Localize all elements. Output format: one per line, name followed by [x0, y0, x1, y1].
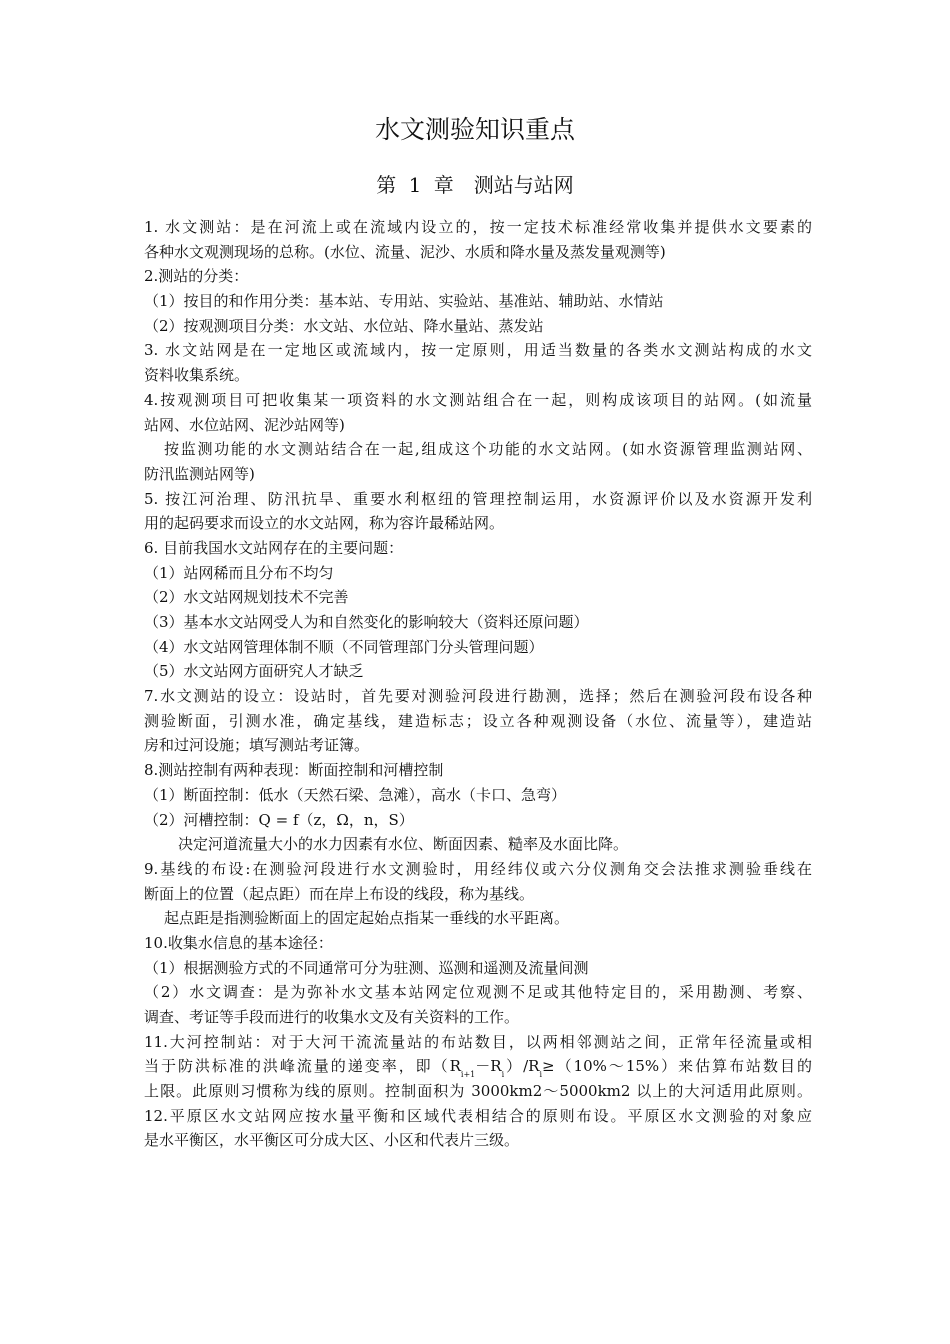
subscript: i	[501, 1070, 505, 1080]
subscript: i+1	[460, 1070, 476, 1080]
text-line: 8.测站控制有两种表现：断面控制和河槽控制	[144, 761, 444, 780]
text-line: 按监测功能的水文测站结合在一起,组成这个功能的水文站网。(如水资源管理监测站网、	[164, 440, 812, 459]
text-line: （5）水文站网方面研究人才缺乏	[144, 662, 364, 681]
formula-text: －R	[475, 1057, 502, 1076]
text-line: 决定河道流量大小的水力因素有水位、断面因素、糙率及水面比降。	[178, 835, 629, 854]
paragraph-block	[144, 215, 812, 1054]
text-line: （1）按目的和作用分类：基本站、专用站、实验站、基准站、辅助站、水情站	[144, 292, 664, 311]
text-line: 是水平衡区，水平衡区可分成大区、小区和代表片三级。	[144, 1131, 520, 1150]
text-line: 4.按观测项目可把收集某一项资料的水文测站组合在一起，则构成该项目的站网。(如流量	[144, 390, 812, 409]
text-line: （4）水文站网管理体制不顺（不同管理部门分头管理问题）	[144, 637, 544, 656]
chapter-title: 第 1 章 测站与站网	[376, 173, 574, 197]
text-line: 12.平原区水文站网应按水量平衡和区域代表相结合的原则布设。平原区水文测验的对象应	[144, 1106, 812, 1125]
text-line: （2）水文站网规划技术不完善	[144, 588, 349, 607]
text-line: 3. 水文站网是在一定地区或流域内，按一定原则，用适当数量的各类水文测站构成的水文	[144, 341, 812, 360]
paragraph-block	[144, 1079, 812, 1153]
text-line: 断面上的位置（起点距）而在岸上布设的线段，称为基线。	[144, 884, 535, 903]
subscript: i	[539, 1070, 543, 1080]
text-line: 资料收集系统。	[144, 366, 250, 385]
text-line: （2）按观测项目分类：水文站、水位站、降水量站、蒸发站	[144, 316, 544, 335]
text-line: 各种水文观测现场的总称。(水位、流量、泥沙、水质和降水量及蒸发量观测等)	[144, 242, 666, 261]
document-title: 水文测验知识重点	[374, 115, 575, 144]
text-line: 起点距是指测验断面上的固定起始点指某一垂线的水平距离。	[164, 909, 570, 928]
formula-text: 当于防洪标准的洪峰流量的递变率，即（R	[144, 1057, 461, 1076]
text-line: 10.收集水信息的基本途径：	[144, 933, 333, 952]
document-body	[144, 215, 812, 1153]
text-line: 7.水文测站的设立：设站时，首先要对测验河段进行勘测，选择；然后在测验河段布设各种	[144, 687, 812, 706]
text-line: 6. 目前我国水文站网存在的主要问题：	[144, 538, 404, 557]
text-line: （2）水文调查：是为弥补水文基本站网定位观测不足或其他特定目的，采用勘测、考察、	[144, 983, 812, 1002]
text-line: 用的起码要求而设立的水文站网，称为容许最稀站网。	[144, 514, 505, 533]
text-line: 防汛监测站网等)	[144, 464, 255, 483]
text-line: （2）河槽控制：Q = f（z，Ω，n，S）	[144, 810, 414, 829]
formula-line	[144, 1054, 812, 1079]
text-line: （1）站网稀而且分布不均匀	[144, 563, 334, 582]
text-line: （1）根据测验方式的不同通常可分为驻测、巡测和遥测及流量间测	[144, 958, 589, 977]
text-line: 2.测站的分类：	[144, 267, 249, 286]
text-line: （3）基本水文站网受人为和自然变化的影响较大（资料还原问题）	[144, 613, 589, 631]
formula-text: ）/R	[504, 1057, 540, 1076]
text-line: 9.基线的布设:在测验河段进行水文测验时，用经纬仪或六分仪测角交会法推求测验垂线在	[144, 859, 812, 878]
text-line: 调查、考证等手段而进行的收集水文及有关资料的工作。	[144, 1008, 520, 1026]
text-line: 站网、水位站网、泥沙站网等)	[144, 415, 345, 434]
text-line: （1）断面控制：低水（天然石梁、急滩），高水（卡口、急弯）	[144, 785, 567, 804]
text-line: 11.大河控制站：对于大河干流流量站的布站数目，以两相邻测站之间，正常年径流量或相	[144, 1032, 812, 1051]
text-line: 测验断面，引测水准，确定基线，建造标志；设立各种观测设备（水位、流量等），建造站	[144, 711, 812, 730]
text-line: 上限。此原则习惯称为线的原则。控制面积为 3000km2～5000km2 以上的大河适用此原则。	[144, 1082, 812, 1101]
text-line: 房和过河设施；填写测站考证簿。	[144, 736, 370, 755]
formula-text: ≥（10%～15%）来估算布站数目的	[542, 1057, 812, 1076]
text-line: 1. 水文测站：是在河流上或在流域内设立的，按一定技术标准经常收集并提供水文要素的	[144, 218, 812, 236]
text-line: 5. 按江河治理、防汛抗旱、重要水利枢纽的管理控制运用，水资源评价以及水资源开发利	[144, 489, 812, 508]
